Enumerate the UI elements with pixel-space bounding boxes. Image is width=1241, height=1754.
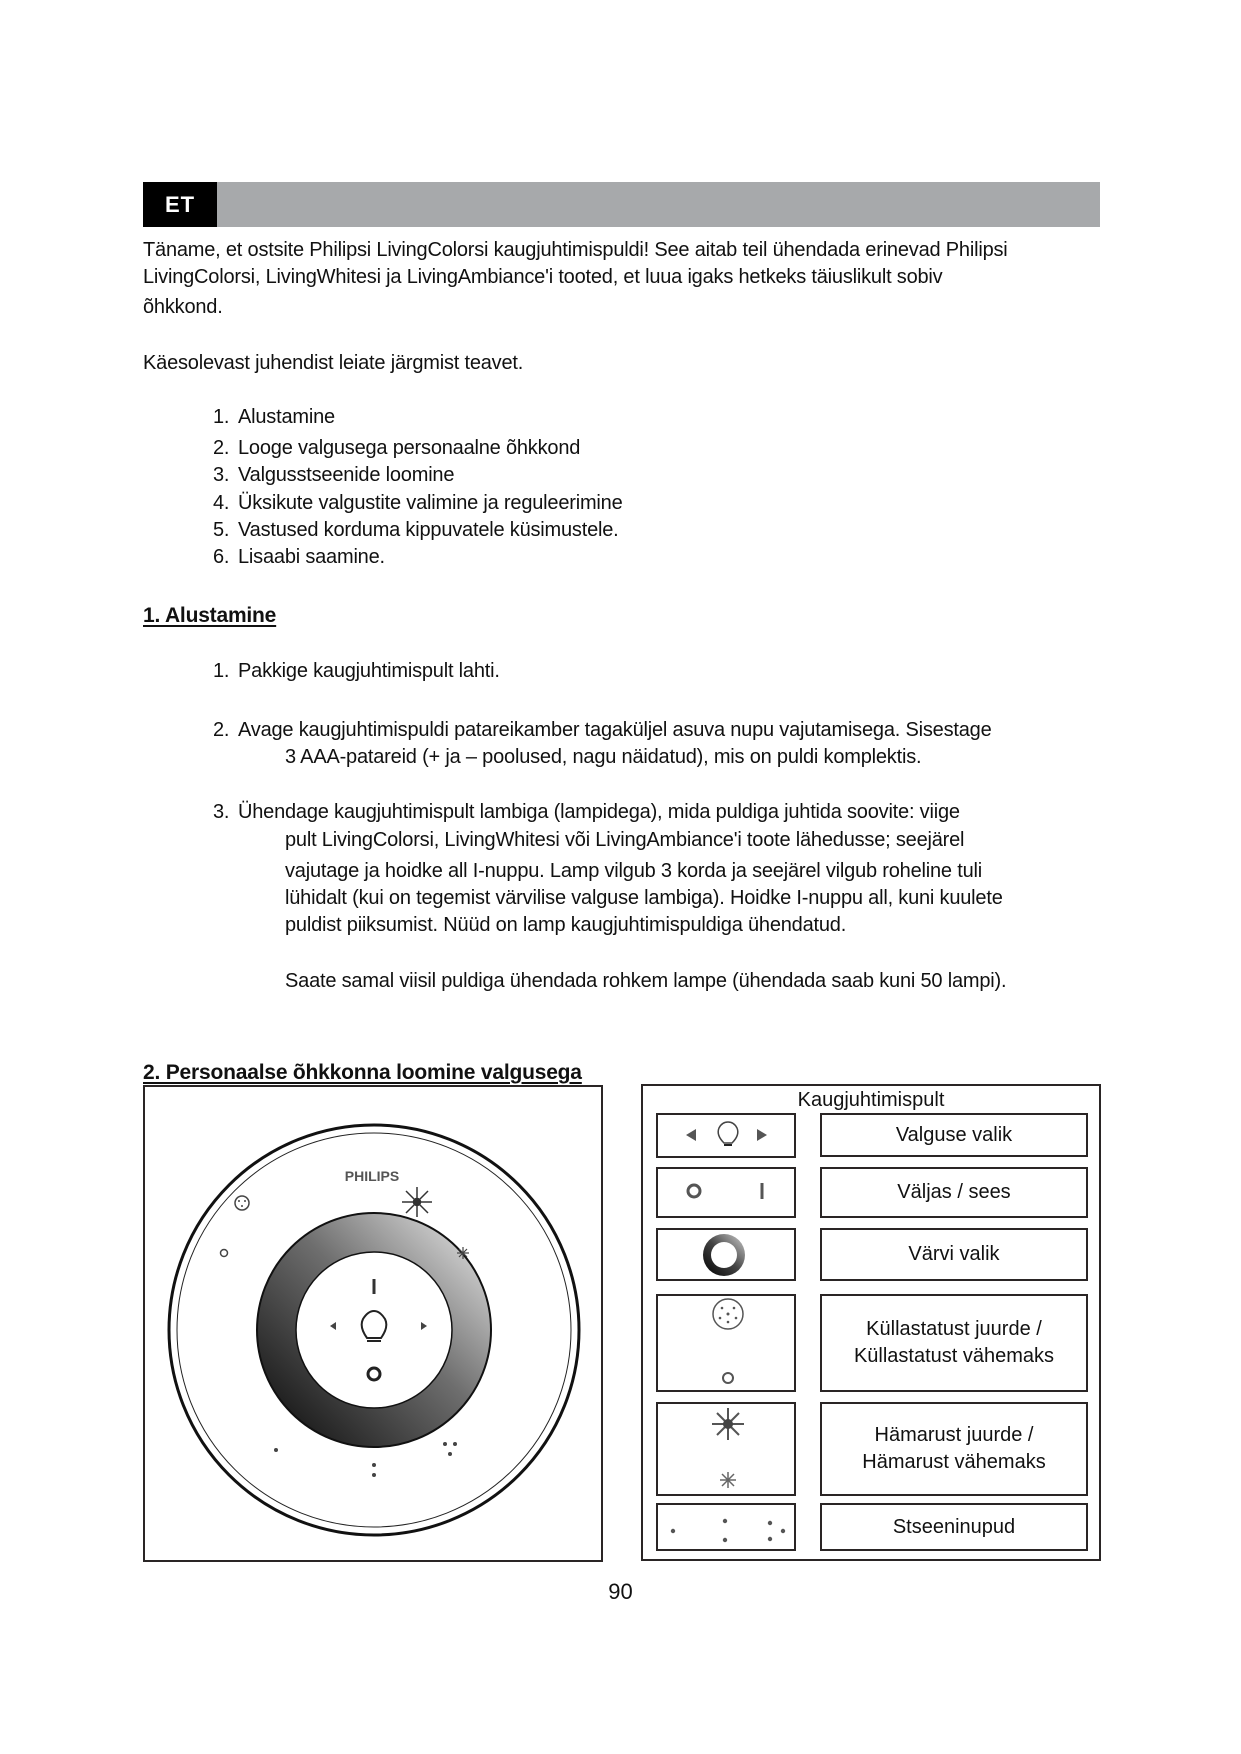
toc-item-3: Valgusstseenide loomine (238, 464, 455, 486)
scene-1-icon (274, 1448, 278, 1452)
legend-label-text: Hämarust juurde / (874, 1424, 1034, 1446)
legend-label-text: Väljas / sees (897, 1181, 1011, 1203)
toc-item-number: 6. (213, 546, 230, 568)
scene-buttons-icon (658, 1505, 794, 1549)
philips-logo: PHILIPS (344, 1168, 400, 1184)
toc-item-number: 4. (213, 492, 230, 514)
toc-item-4: Üksikute valgustite valimine ja reguleerimine (238, 492, 623, 514)
toc-intro: Käesolevast juhendist leiate järgmist teavet. (143, 352, 524, 374)
step-3-line-1: Ühendage kaugjuhtimispult lambiga (lampidega), mida puldiga juhtida soovite: viige (238, 801, 960, 823)
toc-item-number: 5. (213, 519, 230, 541)
toc-item-6: Lisaabi saamine. (238, 546, 385, 568)
remote-control-illustration (145, 1087, 601, 1560)
toc-item-number: 1. (213, 406, 230, 428)
legend-icon-cell (656, 1167, 796, 1218)
section-2-heading: 2. Personaalse õhkkonna loomine valgusega (143, 1061, 582, 1084)
toc-item-number: 3. (213, 464, 230, 486)
intro-line-1: Täname, et ostsite Philipsi LivingColorsi kaugjuhtimispuldi! See aitab teil ühendada erinevad Philipsi (143, 239, 1008, 261)
step-3-line-5: puldist piiksumist. Nüüd on lamp kaugjuhtimispuldiga ühendatud. (285, 914, 847, 936)
legend-label-light-select (820, 1113, 1088, 1157)
legend-label-text: Värvi valik (908, 1243, 1000, 1265)
color-ring-icon (658, 1230, 794, 1279)
legend-icon-cell (656, 1228, 796, 1281)
legend-icon-cell (656, 1113, 796, 1158)
legend-label-text: Küllastatust juurde / (866, 1318, 1042, 1340)
legend-label-saturation (820, 1294, 1088, 1392)
toc-item-2: Looge valgusega personaalne õhkkond (238, 437, 581, 459)
section-1-heading: 1. Alustamine (143, 604, 277, 627)
step-2-line-2: 3 AAA-patareid (+ ja – poolused, nagu näidatud), mis on puldi komplektis. (285, 746, 922, 768)
toc-item-5: Vastused korduma kippuvatele küsimustele. (238, 519, 619, 541)
brightness-up-icon (402, 1187, 432, 1217)
legend-label-scene-buttons (820, 1503, 1088, 1551)
toc-item-1: Alustamine (238, 406, 335, 428)
step-number: 2. (213, 719, 230, 741)
legend-label-text: Küllastatust vähemaks (853, 1345, 1055, 1367)
legend-label-brightness (820, 1402, 1088, 1496)
legend-icon-cell (656, 1294, 796, 1392)
step-3-line-4: lühidalt (kui on tegemist värvilise valguse lambiga). Hoidke I-nuppu all, kuni kuulete (285, 887, 1003, 909)
toc-item-number: 2. (213, 437, 230, 459)
step-2-line-1: Avage kaugjuhtimispuldi patareikamber tagaküljel asuva nupu vajutamisega. Sisestage (238, 719, 992, 741)
intro-line-2: LivingColorsi, LivingWhitesi ja LivingAmbiance'i tooted, et luua igaks hetkeks täiuslikult sobiv (143, 266, 943, 288)
step-number: 1. (213, 660, 230, 682)
legend-icon-cell (656, 1402, 796, 1496)
light-select-arrows-bulb-icon (658, 1115, 794, 1156)
page-number: 90 (608, 1579, 633, 1604)
step-3-note: Saate samal viisil puldiga ühendada rohkem lampe (ühendada saab kuni 50 lampi). (285, 970, 1007, 992)
step-1-text: Pakkige kaugjuhtimispult lahti. (238, 660, 500, 682)
legend-label-text: Stseeninupud (892, 1515, 1016, 1538)
legend-label-text: Hämarust vähemaks (862, 1451, 1046, 1473)
intro-line-3: õhkkond. (143, 296, 223, 318)
saturation-icon (658, 1296, 794, 1390)
language-tag: ET (143, 182, 217, 227)
step-3-line-3: vajutage ja hoidke all I-nuppu. Lamp vilgub 3 korda ja seejärel vilgub roheline tuli (285, 860, 982, 882)
remote-illustration-frame (143, 1085, 603, 1562)
brightness-icon (658, 1404, 794, 1494)
legend-title: Kaugjuhtimispult (797, 1089, 945, 1111)
legend-label-text: Valguse valik (895, 1123, 1013, 1146)
step-3-line-2: pult LivingColorsi, LivingWhitesi või LivingAmbiance'i toote lähedusse; seejärel (285, 829, 965, 851)
legend-icon-cell (656, 1503, 796, 1551)
language-header-bar (143, 182, 1100, 227)
legend-label-color-select (820, 1228, 1088, 1281)
legend-label-off-on (820, 1167, 1088, 1218)
step-number: 3. (213, 801, 230, 823)
off-on-icon (658, 1169, 794, 1216)
